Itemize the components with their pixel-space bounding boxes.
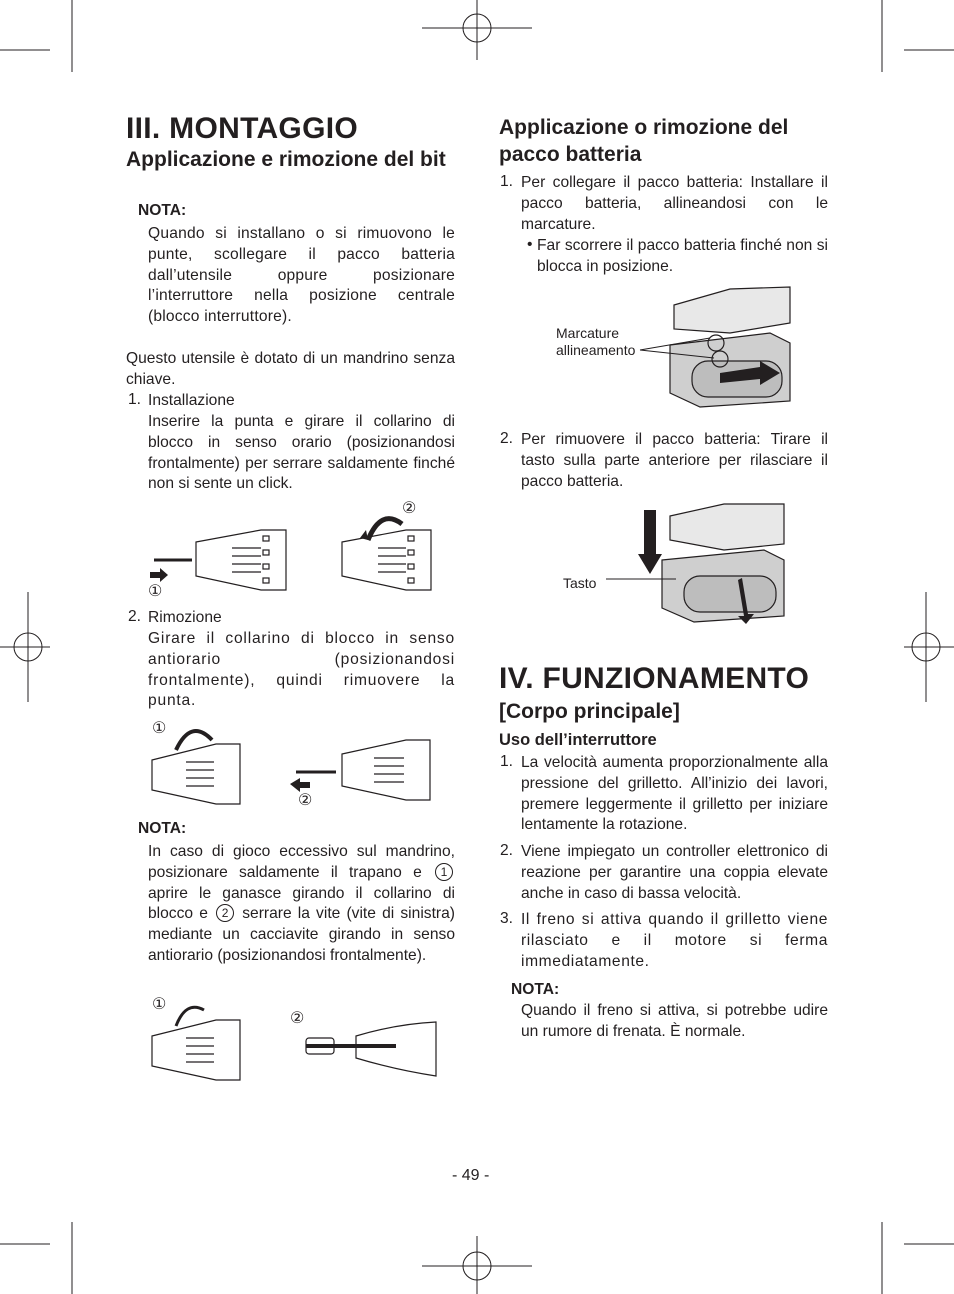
step-title-installazione: Installazione xyxy=(148,392,235,409)
uso-text-3: Il freno si attiva quando il grilletto viene rilasciato e il motore si ferma immediatamente. xyxy=(521,911,828,970)
step-number: 1. xyxy=(128,391,142,408)
figure-marker-1: ① xyxy=(152,996,167,1013)
circled-number: 1 xyxy=(435,863,453,881)
nota-label: NOTA: xyxy=(138,202,187,219)
chuck-remove-illustration xyxy=(146,720,446,820)
nota-text-part2: aprire le ganasce girando il collarino di blocco e xyxy=(148,884,455,923)
battery-slide-text: Far scorrere il pacco batteria finché non si blocca in posizione. xyxy=(537,237,828,275)
section-title-montaggio: III. MONTAGGIO xyxy=(126,112,358,145)
step-number: 1. xyxy=(500,173,514,190)
page-number: - 49 - xyxy=(452,1167,490,1184)
uso-text-1: La velocità aumenta proporzionalmente alla pressione del grilletto. All’inizio dei lavori, premere leggermente il grilletto per iniziare lentamente la rotazione. xyxy=(521,754,828,834)
battery-section-title: Applicazione o rimozione del pacco batteria xyxy=(499,116,789,166)
tasto-label: Tasto xyxy=(563,575,597,591)
step-number: 1. xyxy=(500,753,514,770)
bullet: • xyxy=(527,236,533,253)
figure-marker-2: ② xyxy=(402,500,417,517)
subsection-title-bit: Applicazione e rimozione del bit xyxy=(126,148,446,171)
nota-text: Quando si installano o si rimuovono le punte, scollegare il pacco batteria dall’utensile oppure posizionare l’interruttore nella posizione centrale (blocco interruttore). xyxy=(148,225,455,326)
battery-attach-text: Per collegare il pacco batteria: Installare il pacco batteria, allineandosi con le marcature. xyxy=(521,174,828,233)
uso-text-2: Viene impiegato un controller elettronico di reazione per garantire una coppia elevate anche in caso di bassa velocità. xyxy=(521,843,828,902)
figure-marker-1: ① xyxy=(152,720,167,737)
chuck-install-illustration xyxy=(146,500,446,600)
figure-marker-1: ① xyxy=(148,583,163,600)
step-number: 2. xyxy=(128,608,142,625)
marcature-callout-lines xyxy=(640,330,720,370)
nota-chuck-text xyxy=(148,842,455,967)
step-text-rimozione: Girare il collarino di blocco in senso antiorario (posizionandosi frontalmente), quindi rimuovere la punta. xyxy=(148,630,455,710)
nota-text-part1: In caso di gioco eccessivo sul mandrino, posizionare saldamente il trapano e xyxy=(148,843,455,881)
step-number: 3. xyxy=(500,910,514,927)
battery-remove-illustration xyxy=(634,500,834,630)
figure-marker-2: ② xyxy=(298,792,313,809)
figure-marker-2: ② xyxy=(290,1010,305,1027)
intro-text: Questo utensile è dotato di un mandrino senza chiave. xyxy=(126,350,455,388)
circled-number: 2 xyxy=(216,904,234,922)
step-number: 2. xyxy=(500,842,514,859)
nota-label: NOTA: xyxy=(138,820,187,837)
step-text-installazione: Inserire la punta e girare il collarino di blocco in senso orario (posizionandosi frontalmente) per serrare saldamente finché non si sente un click. xyxy=(148,413,455,493)
tasto-callout-line xyxy=(606,574,686,584)
step-number: 2. xyxy=(500,430,514,447)
subsection-title-corpo: [Corpo principale] xyxy=(499,700,680,723)
section-title-funzionamento: IV. FUNZIONAMENTO xyxy=(499,662,810,695)
battery-remove-text: Per rimuovere il pacco batteria: Tirare il tasto sulla parte anteriore per rilasciare il pacco batteria. xyxy=(521,431,828,490)
step-title-rimozione: Rimozione xyxy=(148,609,222,626)
marcature-label: Marcature allineamento xyxy=(556,325,636,358)
nota-freno-text: Quando il freno si attiva, si potrebbe udire un rumore di frenata. È normale. xyxy=(521,1002,828,1040)
nota-label: NOTA: xyxy=(511,981,560,998)
uso-title: Uso dell’interruttore xyxy=(499,731,657,749)
nota-text-part3: serrare la vite (vite di sinistra) mediante un cacciavite girando in senso antiorario (posizionandosi frontalmente). xyxy=(148,905,455,964)
